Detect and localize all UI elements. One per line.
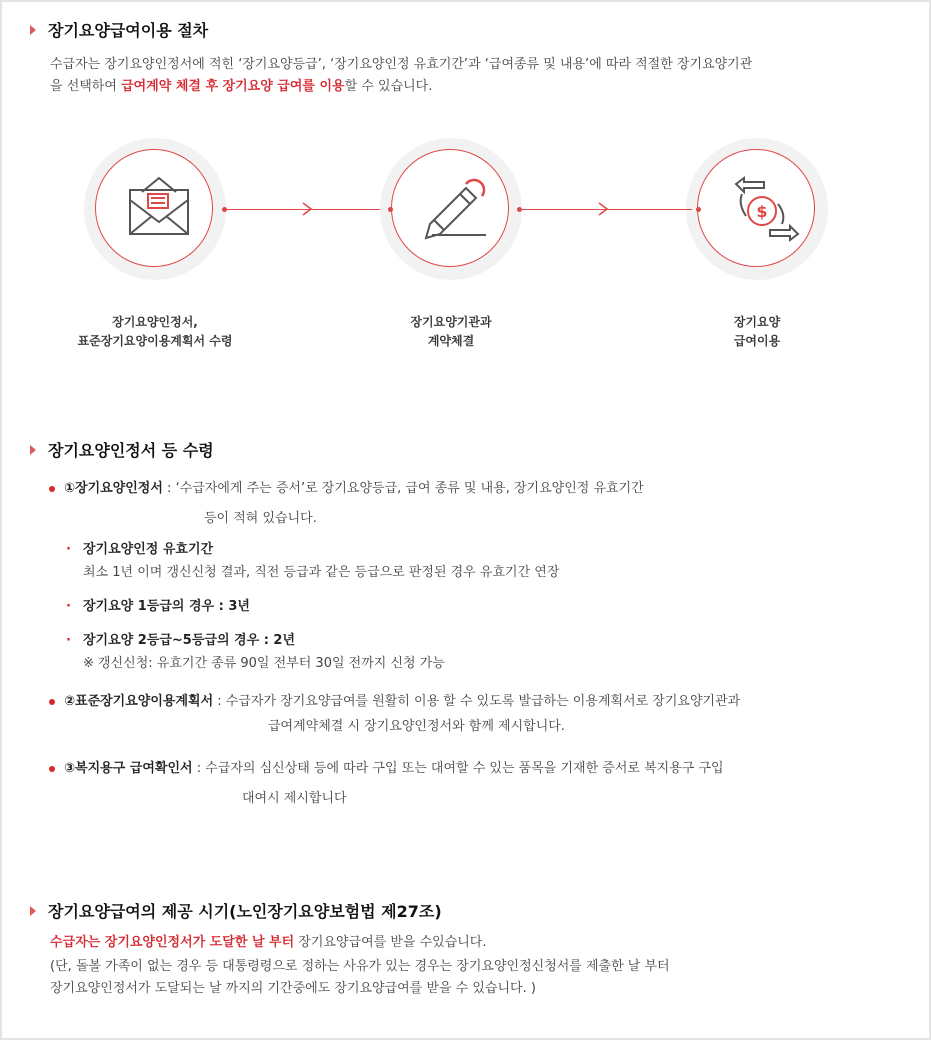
section-arrow-icon [30, 445, 36, 455]
sub-validity-title: 장기요양인정 유효기간 [83, 542, 214, 557]
sub-grade2-5: 장기요양 2등급~5등급의 경우 : 2년 [83, 633, 296, 648]
pen-icon [380, 138, 522, 280]
dollar-exchange-icon [686, 138, 828, 280]
section3-line2: (단, 돌볼 가족이 없는 경우 등 대통령령으로 정하는 사유가 있는 경우는 장기요양인정신청서를 제출한 날 부터 [50, 959, 670, 974]
item-plan: ②표준장기요양이용계획서 : 수급자가 장기요양급여를 원활히 이용 할 수 있도록 발급하는 이용계획서로 장기요양기관과 [64, 694, 741, 709]
section1-line1: 수급자는 장기요양인정서에 적힌 ‘장기요양등급’, ‘장기요양인정 유효기간’과 ‘급여종류 및 내용’에 따라 적절한 장기요양기관 [50, 57, 753, 72]
section1-line2: 을 선택하여 급여계약 체결 후 장기요양 급여를 이용할 수 있습니다. [50, 79, 433, 94]
connector-dot [696, 207, 701, 212]
section3-line3: 장기요양인정서가 도달되는 날 까지의 기간중에도 장기요양급여를 받을 수 있습니다. ) [50, 981, 536, 996]
item-welfare-cont: 대여시 제시합니다 [242, 791, 347, 806]
item-certificate-cont: 등이 적혀 있습니다. [204, 511, 317, 526]
sub-validity-text: 최소 1년 이며 갱신신청 결과, 직전 등급과 같은 등급으로 판정된 경우 유효기간 연장 [83, 565, 560, 580]
step-envelope [84, 138, 226, 280]
svg-text:$: $ [756, 202, 768, 221]
chevron-right-icon [300, 201, 314, 217]
section-arrow-icon [30, 906, 36, 916]
section3-line1: 수급자는 장기요양인정서가 도달한 날 부터 장기요양급여를 받을 수있습니다. [50, 935, 487, 950]
envelope-icon [84, 138, 226, 280]
connector-dot [517, 207, 522, 212]
step-pen [380, 138, 522, 280]
sub-renewal-note: ※ 갱신신청: 유효기간 종류 90일 전부터 30일 전까지 신청 가능 [83, 656, 445, 671]
section-title-timing [30, 899, 442, 922]
section1-title: 장기요양급여이용 절차 [48, 21, 209, 40]
step-label-1: 장기요양인정서, 표준장기요양이용계획서 수령 [77, 315, 233, 348]
sub-bullet: · [66, 633, 71, 648]
section1-highlight: 급여계약 체결 후 장기요양 급여를 이용 [121, 79, 345, 94]
section-arrow-icon [30, 25, 36, 35]
sub-bullet: · [66, 542, 71, 557]
bullet-dot [49, 699, 55, 705]
section-title-procedure [30, 18, 208, 41]
item-plan-cont: 급여계약체결 시 장기요양인정서와 함께 제시합니다. [268, 719, 565, 734]
step-dollar [686, 138, 828, 280]
sub-bullet: · [66, 599, 71, 614]
connector-dot [222, 207, 227, 212]
step-label-3: 장기요양 급여이용 [733, 315, 781, 348]
item-welfare: ③복지용구 급여확인서 : 수급자의 심신상태 등에 따라 구입 또는 대여할 수 있는 품목을 기재한 증서로 복지용구 구입 [64, 761, 724, 776]
section3-highlight: 수급자는 장기요양인정서가 도달한 날 부터 [50, 935, 295, 950]
connector-dot [388, 207, 393, 212]
section-title-certificate [30, 438, 214, 461]
sub-grade1: 장기요양 1등급의 경우 : 3년 [83, 599, 250, 614]
section3-title: 장기요양급여의 제공 시기(노인장기요양보험법 제27조) [48, 902, 442, 921]
bullet-dot [49, 766, 55, 772]
bullet-dot [49, 486, 55, 492]
section2-title: 장기요양인정서 등 수령 [48, 441, 214, 460]
step-label-2: 장기요양기관과 계약체결 [410, 315, 492, 348]
item-certificate: ①장기요양인정서 : ‘수급자에게 주는 증서’로 장기요양등급, 급여 종류 및 내용, 장기요양인정 유효기간 [64, 481, 644, 496]
chevron-right-icon [596, 201, 610, 217]
